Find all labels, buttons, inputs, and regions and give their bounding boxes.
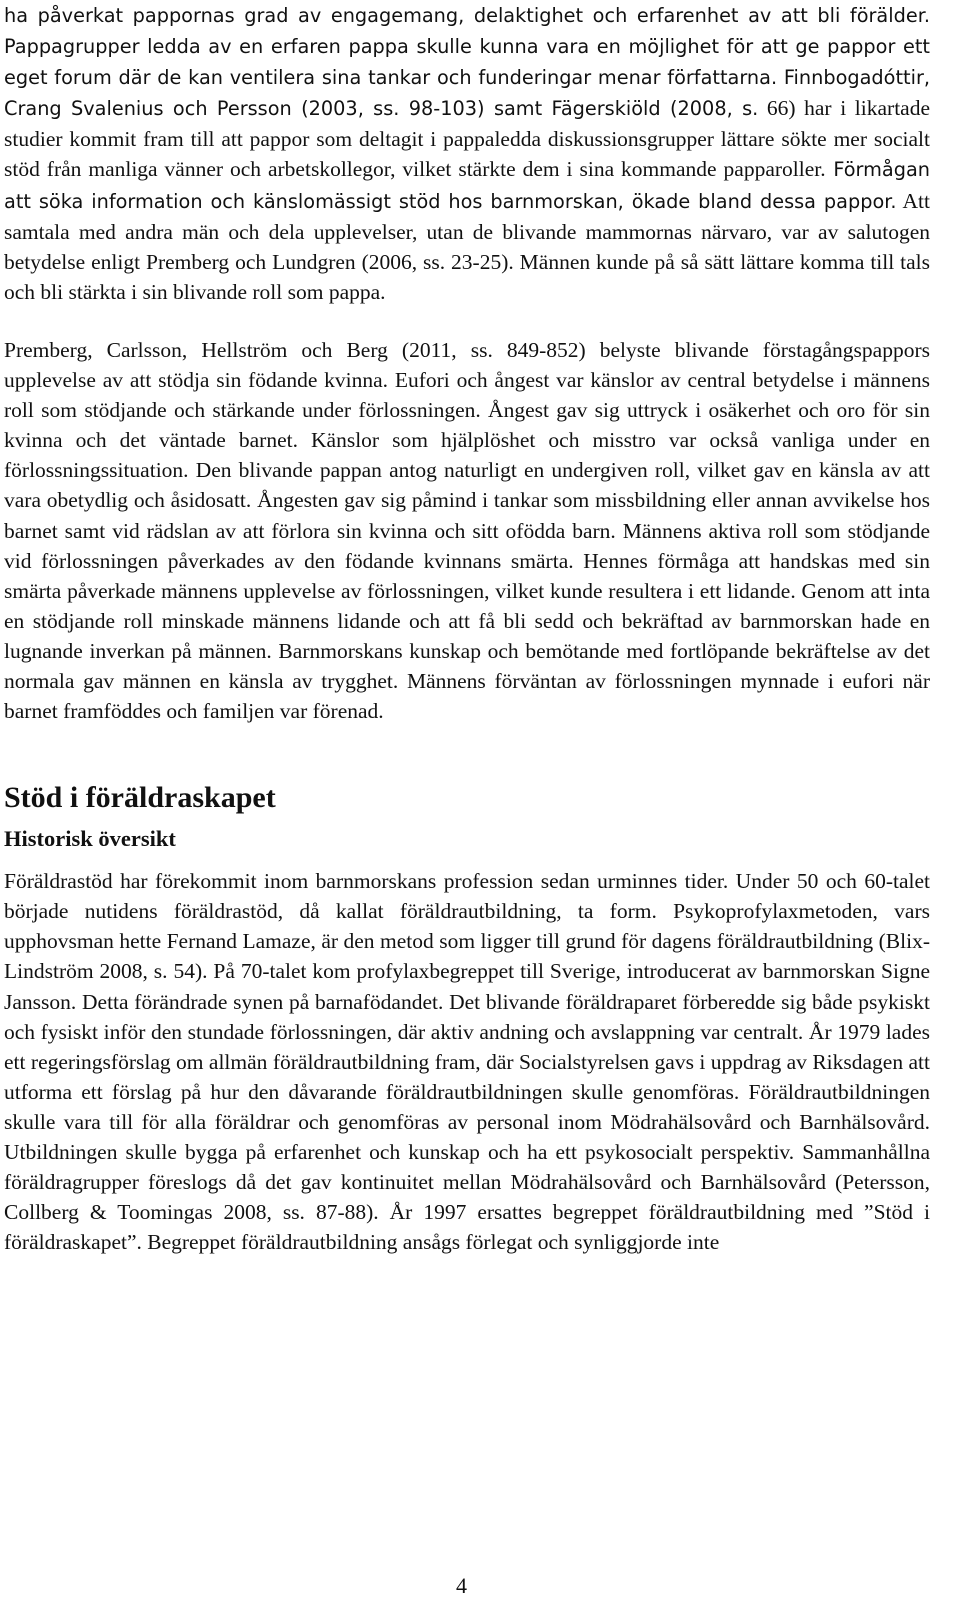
paragraph-segment-serif: Att samtala med andra män och dela upplevelser, utan de blivande mammornas närvaro, var av salutogen betydelse enligt Premberg och Lundgren (2006, ss. 23-25). Männen kunde på så sätt lättare komma till tals och bli stärkta i sin blivande roll som pappa. <box>4 188 930 304</box>
page-number: 4 <box>456 1573 467 1598</box>
document-page <box>4 0 930 1257</box>
paragraph-segment-sans: Förmågan att söka information och känslomässigt stöd hos barnmorskan, ökade bland dessa pappor. <box>4 158 930 213</box>
section-heading: Stöd i föräldraskapet <box>4 781 276 815</box>
paragraph-segment-sans: ha påverkat pappornas grad av engagemang, delaktighet och erfarenhet av att bli förälder. Pappagrupper ledda av en erfaren pappa skulle kunna vara en möjlighet för att ge pappor ett eget forum där de kan ventilera sina tankar och funderingar menar författarna. Finnbogadóttir, Crang Svalenius och Persson (2003, ss. 98-103) samt Fägerskiöld (2008, s. <box>4 4 930 121</box>
body-paragraph <box>4 0 930 307</box>
paragraph-segment-serif: 66) har i likartade studier kommit fram till att pappor som deltagit i pappaledda diskussionsgrupper lättare sökte mer socialt stöd från manliga vänner och arbetskollegor, vilket stärkte dem i sina kommande papparoller. <box>4 96 930 182</box>
body-paragraph: Föräldrastöd har förekommit inom barnmorskans profession sedan urminnes tider. Under 50 och 60-talet började nutidens föräldrastöd, då kallat föräldrautbildning, ta form. Psykoprofylaxmetoden, vars upphovsman hette Fernand Lamaze, är den metod som ligger till grund för dagens föräldrautbildning (Blix-Lindström 2008, s. 54). På 70-talet kom profylaxbegreppet till Sverige, introducerat av barnmorskan Signe Jansson. Detta förändrade synen på barnafödandet. Det blivande föräldraparet förberedde sig både psykiskt och fysiskt inför den stundade förlossningen, där aktiv andning och avslappning var centralt. År 1979 lades ett regeringsförslag om allmän föräldrautbildning fram, där Socialstyrelsen gavs i uppdrag av Riksdagen att utforma ett förslag på hur den dåvarande föräldrautbildningen skulle genomföras. Föräldrautbildningen skulle vara till för alla föräldrar och genomföras av personal inom Mödrahälsovård och Barnhälsovård. Utbildningen skulle bygga på erfarenhet och kunskap och ha ett psykosocialt perspektiv. Sammanhållna föräldragrupper föreslogs då det gav kontinuitet mellan Mödrahälsovård och Barnhälsovård (Petersson, Collberg & Toomingas 2008, ss. 87-88). År 1997 ersattes begreppet föräldrautbildning med ”Stöd i föräldraskapet”. Begreppet föräldrautbildning ansågs förlegat och synliggjorde inte <box>4 869 930 1255</box>
body-paragraph: Premberg, Carlsson, Hellström och Berg (2011, ss. 849-852) belyste blivande förstagångspappors upplevelse av att stödja sin födande kvinna. Eufori och ångest var känslor av central betydelse i männens roll som stödjande och stärkande under förlossningen. Ångest gav sig uttryck i osäkerhet och oro för sin kvinna och det väntade barnet. Känslor som hjälplöshet och misstro var också vanliga under en förlossningssituation. Den blivande pappan antog naturligt en undergiven roll, vilket gav en känsla av att vara obetydlig och åsidosatt. Ångesten gav sig påmind i tankar som missbildning eller annan avvikelse hos barnet samt vid rädslan av att förlora sin kvinna och sitt ofödda barn. Männens aktiva roll som stödjande vid förlossningen påverkades av den födande kvinnans smärta. Hennes förmåga att handskas med sin smärta påverkade männens upplevelse av förlossningen, vilket kunde resultera i ett lidande. Genom att inta en stödjande roll minskade männens lidande och att få bli sedd och bekräftad av barnmorskan hade en lugnande inverkan på männen. Barnmorskans kunskap och bemötande med fortlöpande bekräftelse av det normala gav männen en känsla av trygghet. Männens förväntan av förlossningen mynnade i eufori när barnet framföddes och familjen var förenad. <box>4 337 930 724</box>
subsection-heading: Historisk översikt <box>4 826 176 852</box>
